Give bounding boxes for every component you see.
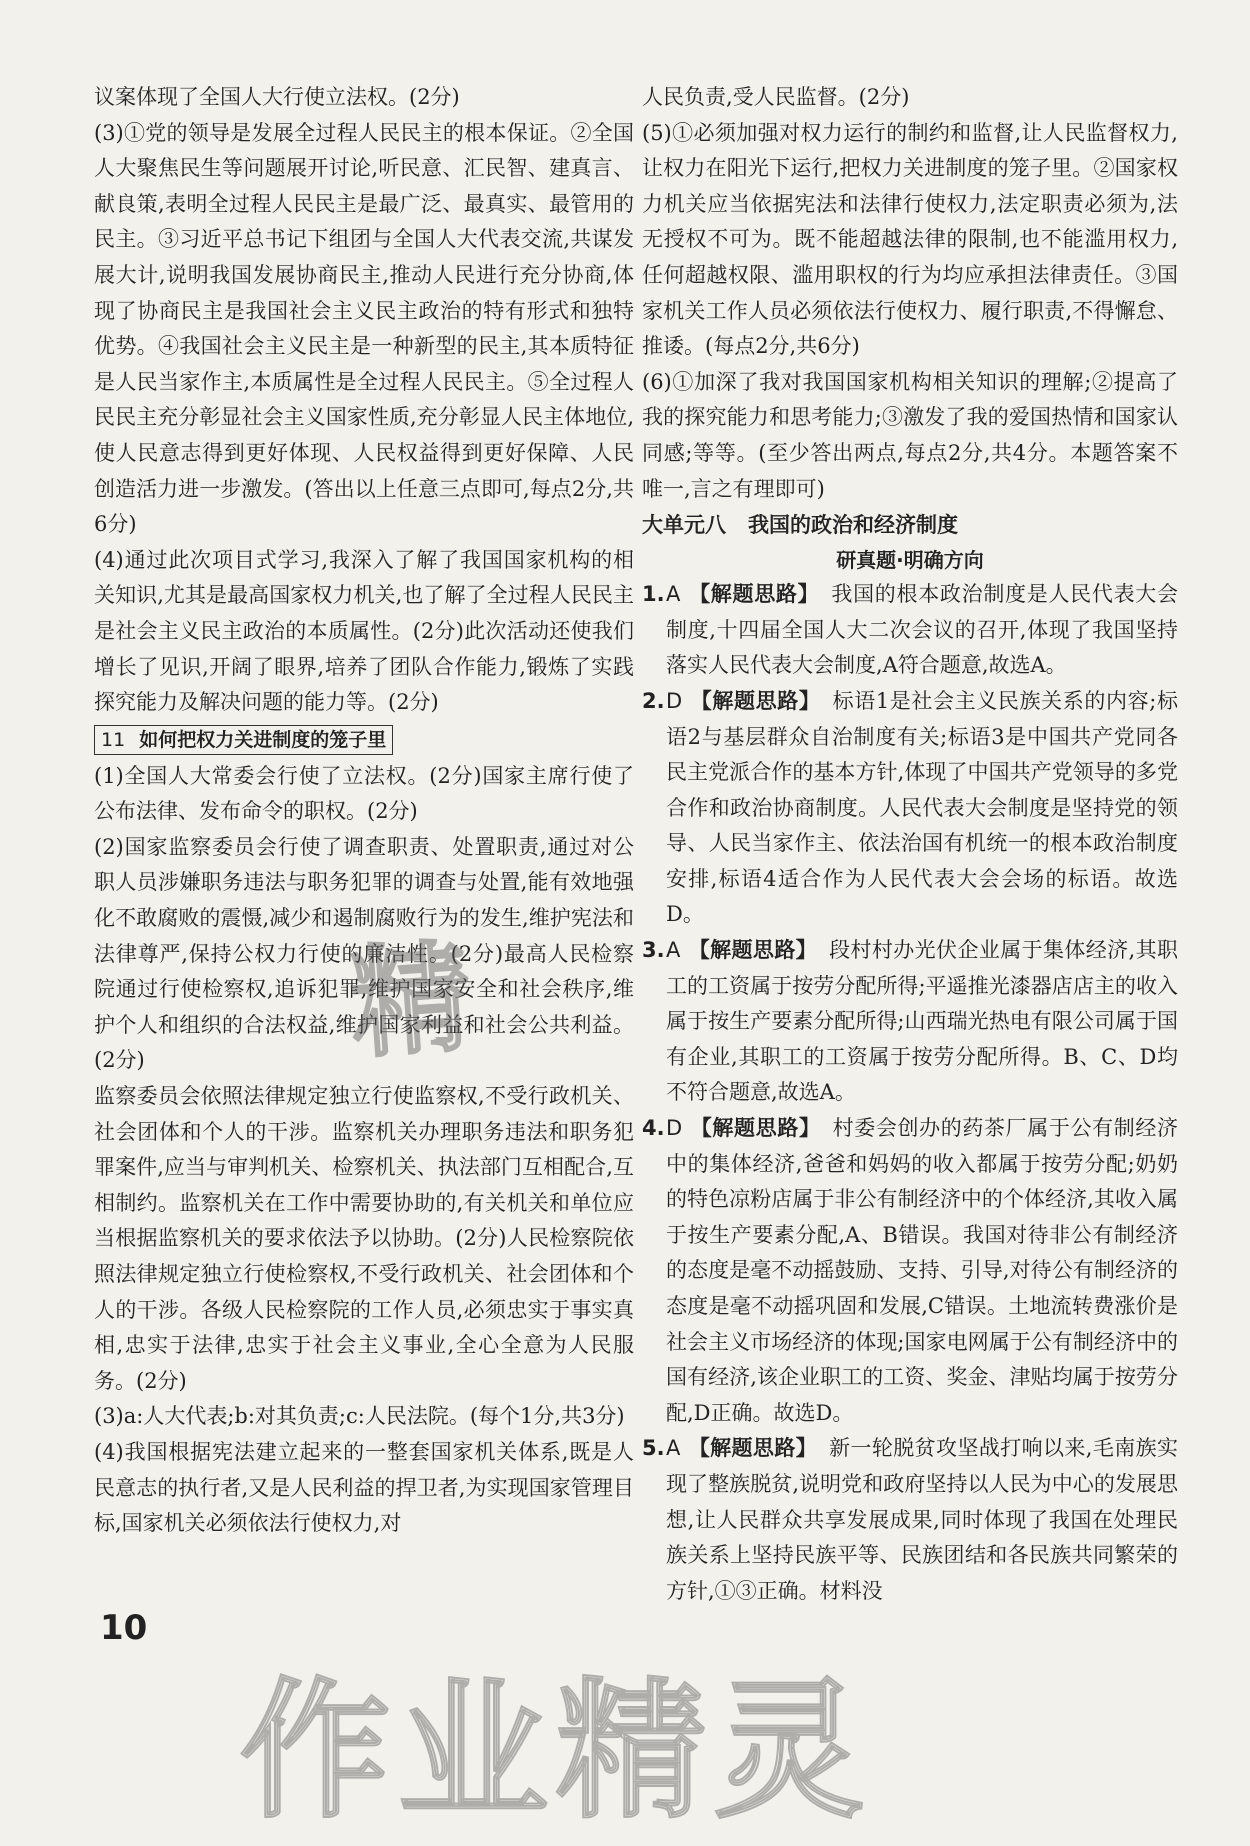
- section-heading: [94, 725, 393, 755]
- question-item: [642, 933, 1178, 1111]
- page-number: 10: [100, 1608, 148, 1648]
- section-subtitle: 研真题·明确方向: [836, 548, 984, 573]
- right-column: [642, 80, 1178, 1609]
- unit-heading: [642, 507, 1178, 543]
- solution-tag: 【解题思路】: [688, 1436, 818, 1461]
- question-item: [642, 1431, 1178, 1609]
- question-explanation: 我国的根本政治制度是人民代表大会制度,十四届全国人大二次会议的召开,体现了我国坚持落实人民代表大会制度,A符合题意,故选A。: [666, 582, 1179, 678]
- answer-letter: A: [666, 938, 681, 963]
- solution-tag: 【解题思路】: [690, 1116, 821, 1141]
- paragraph: 议案体现了全国人大行使立法权。(2分): [94, 85, 460, 109]
- paragraph: (4)通过此次项目式学习,我深入了解了我国国家机构的相关知识,尤其是最高国家权力机关,也了解了全过程人民民主是社会主义民主政治的本质属性。(2分)此次活动还使我们增长了见识,开阔了眼界,培养了团队合作能力,锻炼了实践探究能力及解决问题的能力等。(2分): [94, 547, 634, 715]
- paragraph: 人民负责,受人民监督。(2分): [642, 85, 910, 109]
- question-number: 5.: [642, 1436, 665, 1461]
- question-item: [642, 1111, 1178, 1431]
- question-number: 3.: [642, 938, 665, 963]
- paragraph: (2)国家监察委员会行使了调查职责、处置职责,通过对公职人员涉嫌职务违法与职务犯罪的调查与处置,能有效地强化不敢腐败的震慑,减少和遏制腐败行为的发生,维护宪法和法律尊严,保持公权力行使的廉洁性。(2分)最高人民检察院通过行使检察权,追诉犯罪,维护国家安全和社会秩序,维护个人和组织的合法权益,维护国家利益和社会公共利益。(2分): [94, 834, 634, 1073]
- question-number: 2.: [642, 688, 665, 713]
- question-number: 4.: [642, 1116, 665, 1141]
- unit-label: 大单元八: [642, 513, 726, 538]
- solution-tag: 【解题思路】: [688, 938, 818, 963]
- answer-letter: D: [666, 1116, 683, 1141]
- paragraph: (3)①党的领导是发展全过程人民民主的根本保证。②全国人大聚焦民生等问题展开讨论,听民意、汇民智、建真言、献良策,表明全过程人民民主是最广泛、最真实、最管用的民主。③习近平总书记下组团与全国人大代表交流,共谋发展大计,说明我国发展协商民主,推动人民进行充分协商,体现了协商民主是我国社会主义民主政治的特有形式和独特优势。④我国社会主义民主是一种新型的民主,其本质特征是人民当家作主,本质属性是全过程人民民主。⑤全过程人民民主充分彰显社会主义国家性质,充分彰显人民主体地位,使人民意志得到更好体现、人民权益得到更好保障、人民创造活力进一步激发。(答出以上任意三点即可,每点2分,共6分): [94, 120, 634, 537]
- solution-tag: 【解题思路】: [690, 688, 821, 713]
- section-number: 11: [101, 728, 126, 751]
- watermark-logo: 精: [346, 927, 484, 1076]
- watermark-logo: 作业精灵: [240, 1665, 873, 1839]
- answer-letter: A: [666, 582, 681, 607]
- question-explanation: 标语1是社会主义民族关系的内容;标语2与基层群众自治制度有关;标语3是中国共产党同各民主党派合作的基本方针,体现了中国共产党领导的多党合作和政治协商制度。人民代表大会制度是坚持党的领导、人民当家作主、依法治国有机统一的根本政治制度安排,标语4适合作为人民代表大会会场的标语。故选D。: [666, 688, 1179, 927]
- section-title: 如何把权力关进制度的笼子里: [139, 728, 387, 751]
- left-column: [94, 80, 634, 1542]
- paragraph: (5)①必须加强对权力运行的制约和监督,让人民监督权力,让权力在阳光下运行,把权力关进制度的笼子里。②国家权力机关应当依据宪法和法律行使权力,法定职责必须为,法无授权不可为。既不能超越法律的限制,也不能滥用权力,任何超越权限、滥用职权的行为均应承担法律责任。③国家机关工作人员必须依法行使权力、履行职责,不得懈怠、推诿。(每点2分,共6分): [642, 120, 1178, 359]
- paragraph: (3)a:人大代表;b:对其负责;c:人民法院。(每个1分,共3分): [94, 1404, 625, 1429]
- paragraph: (6)①加深了我对我国国家机构相关知识的理解;②提高了我的探究能力和思考能力;③激发了我的爱国热情和国家认同感;等等。(至少答出两点,每点2分,共4分。本题答案不唯一,言之有理即可): [642, 369, 1178, 501]
- answer-letter: A: [666, 1436, 681, 1461]
- answer-letter: D: [666, 688, 683, 713]
- question-explanation: 新一轮脱贫攻坚战打响以来,毛南族实现了整族脱贫,说明党和政府坚持以人民为中心的发展思想,让人民群众共享发展成果,同时体现了我国在处理民族关系上坚持民族平等、民族团结和各民族共同繁荣的方针,①③正确。材料没: [666, 1436, 1179, 1603]
- question-item: [642, 684, 1178, 933]
- question-explanation: 段村村办光伏企业属于集体经济,其职工的工资属于按劳分配所得;平遥推光漆器店店主的收入属于按生产要素分配所得;山西瑞光热电有限公司属于国有企业,其职工的工资属于按劳分配所得。B、C、D均不符合题意,故选A。: [666, 938, 1179, 1105]
- paragraph: (4)我国根据宪法建立起来的一整套国家机关体系,既是人民意志的执行者,又是人民利益的捍卫者,为实现国家管理目标,国家机关必须依法行使权力,对: [94, 1439, 634, 1536]
- question-explanation: 村委会创办的药茶厂属于公有制经济中的集体经济,爸爸和妈妈的收入都属于按劳分配;奶奶的特色凉粉店属于非公有制经济中的个体经济,其收入属于按生产要素分配,A、B错误。我国对待非公有制经济的态度是毫不动摇鼓励、支持、引导,对待公有制经济的态度是毫不动摇巩固和发展,C错误。土地流转费涨价是社会主义市场经济的体现;国家电网属于公有制经济中的国有经济,该企业职工的工资、奖金、津贴均属于按劳分配,D正确。故选D。: [666, 1116, 1179, 1425]
- question-item: [642, 577, 1178, 684]
- paragraph: 监察委员会依照法律规定独立行使监察权,不受行政机关、社会团体和个人的干涉。监察机关办理职务违法和职务犯罪案件,应当与审判机关、检察机关、执法部门互相配合,互相制约。监察机关在工作中需要协助的,有关机关和单位应当根据监察机关的要求依法予以协助。(2分)人民检察院依照法律规定独立行使检察权,不受行政机关、社会团体和个人的干涉。各级人民检察院的工作人员,必须忠实于事实真相,忠实于法律,忠实于社会主义事业,全心全意为人民服务。(2分): [94, 1084, 634, 1393]
- solution-tag: 【解题思路】: [688, 582, 820, 607]
- paragraph: (1)全国人大常委会行使了立法权。(2分)国家主席行使了公布法律、发布命令的职权。(2分): [94, 763, 634, 824]
- question-number: 1.: [642, 582, 665, 607]
- unit-title: 我国的政治和经济制度: [748, 513, 958, 538]
